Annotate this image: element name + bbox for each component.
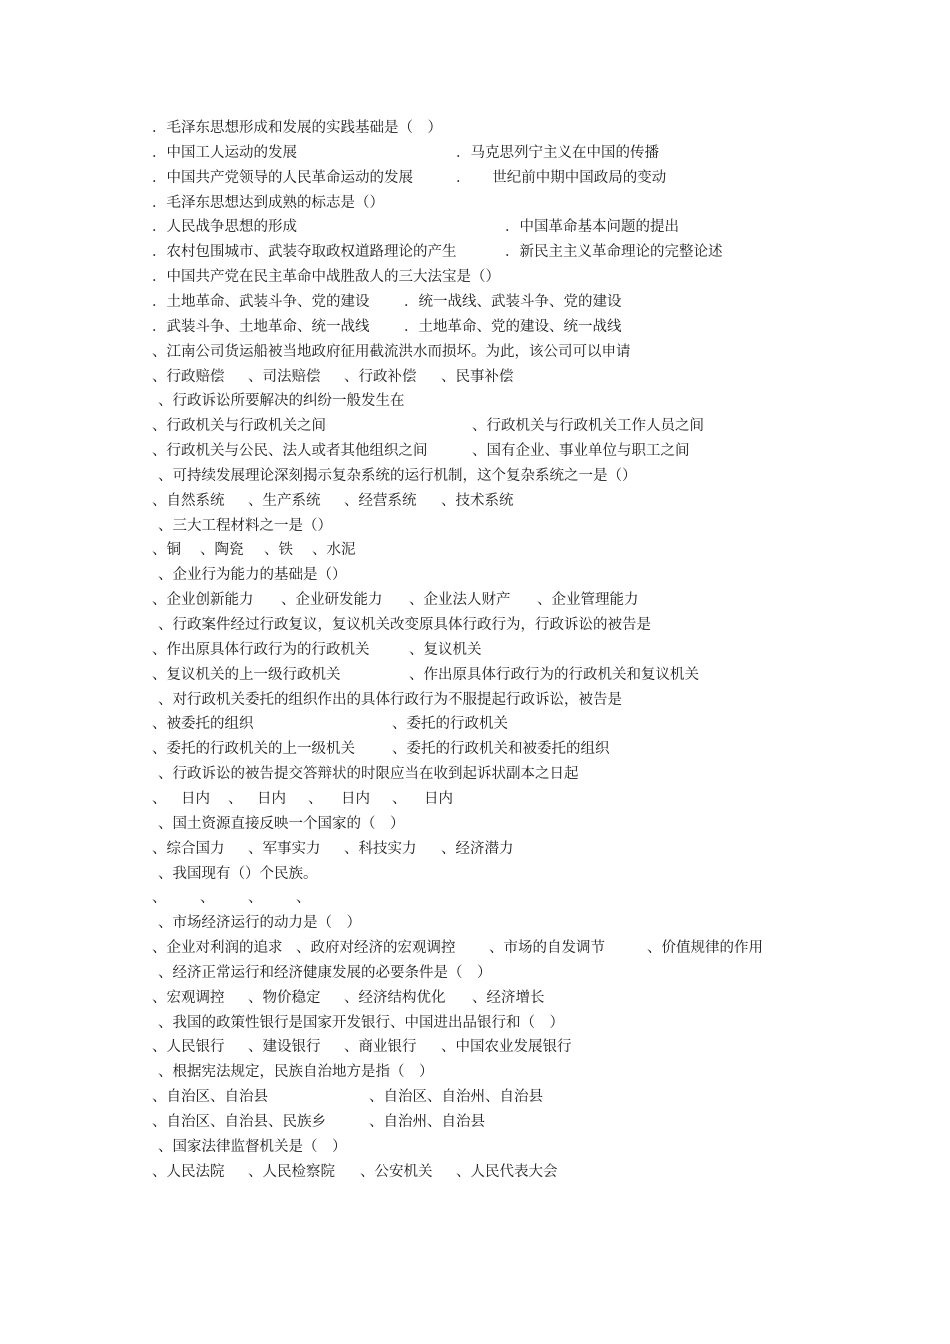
line-text: 、江南公司货运船被当地政府征用截流洪水而损坏。为此，该公司可以申请 bbox=[152, 343, 631, 360]
option-text: 、建设银行 bbox=[248, 1039, 321, 1056]
option-text: 、作出原具体行政行为的行政机关和复议机关 bbox=[409, 666, 699, 683]
line-text: 、作出原具体行政行为的行政机关 bbox=[152, 641, 370, 658]
option-text: 、复议机关 bbox=[409, 641, 482, 658]
line-text: 、我国现有（）个民族。 bbox=[158, 865, 318, 882]
line-text: 、被委托的组织 bbox=[152, 716, 254, 733]
line-text: 、行政机关与公民、法人或者其他组织之间 bbox=[152, 443, 428, 460]
text-line bbox=[0, 563, 950, 588]
line-text: 、自治区、自治县、民族乡 bbox=[152, 1114, 326, 1130]
option-text: ．土地革命、党的建设、统一战线 bbox=[404, 318, 622, 335]
option-text: 、经济结构优化 bbox=[344, 989, 446, 1006]
text-line bbox=[0, 961, 950, 986]
option-text: 、中国农业发展银行 bbox=[441, 1039, 572, 1056]
option-text: 、 bbox=[296, 890, 311, 907]
text-line bbox=[0, 166, 950, 191]
option-text: 、人民代表大会 bbox=[456, 1163, 558, 1180]
line-text: 、国家法律监督机关是（ ） bbox=[158, 1138, 347, 1155]
text-line bbox=[0, 414, 950, 439]
line-text: ．土地革命、武装斗争、党的建设 bbox=[152, 293, 370, 310]
text-line bbox=[0, 613, 950, 638]
line-text: ．中国工人运动的发展 bbox=[152, 144, 297, 161]
text-line bbox=[0, 1011, 950, 1036]
option-text: ．新民主主义革命理论的完整论述 bbox=[505, 244, 723, 261]
text-line bbox=[0, 315, 950, 340]
line-text: 、人民法院 bbox=[152, 1163, 225, 1180]
text-line bbox=[0, 1060, 950, 1085]
line-text: 、委托的行政机关的上一级机关 bbox=[152, 741, 355, 758]
line-text: 、自然系统 bbox=[152, 492, 225, 509]
text-line bbox=[0, 712, 950, 737]
line-text: 、行政诉讼所要解决的纠纷一般发生在 bbox=[158, 393, 405, 410]
option-text: 、 bbox=[308, 790, 323, 807]
option-text: 、行政机关与行政机关工作人员之间 bbox=[472, 418, 704, 435]
line-text: 、宏观调控 bbox=[152, 989, 225, 1006]
option-text: 、自治区、自治州、自治县 bbox=[369, 1089, 543, 1106]
text-line bbox=[0, 141, 950, 166]
option-text: 、 bbox=[392, 790, 407, 807]
line-text: ．农村包围城市、武装夺取政权道路理论的产生 bbox=[152, 244, 457, 261]
option-text: 、物价稳定 bbox=[248, 989, 321, 1006]
text-line bbox=[0, 464, 950, 489]
text-line bbox=[0, 812, 950, 837]
option-text: 、经济潜力 bbox=[441, 840, 514, 857]
line-text: ．毛泽东思想形成和发展的实践基础是（ ） bbox=[152, 120, 442, 136]
option-text: 、公安机关 bbox=[360, 1163, 433, 1180]
option-text: 、 bbox=[248, 890, 263, 907]
line-text: 、企业创新能力 bbox=[152, 592, 254, 609]
text-line bbox=[0, 886, 950, 911]
text-line bbox=[0, 538, 950, 563]
option-text: 、商业银行 bbox=[344, 1039, 417, 1056]
line-text: 、复议机关的上一级行政机关 bbox=[152, 666, 341, 683]
option-text: 、生产系统 bbox=[248, 492, 321, 509]
line-text: 、行政诉讼的被告提交答辩状的时限应当在收到起诉状副本之日起 bbox=[158, 766, 579, 783]
option-text: 、企业法人财产 bbox=[409, 592, 511, 609]
text-line bbox=[0, 365, 950, 390]
text-line bbox=[0, 862, 950, 887]
text-line bbox=[0, 1110, 950, 1135]
option-text: 、军事实力 bbox=[248, 840, 321, 857]
option-text: 、民事补偿 bbox=[441, 368, 514, 385]
text-line bbox=[0, 1085, 950, 1110]
line-text: ．中国共产党在民主革命中战胜敌人的三大法宝是（） bbox=[152, 269, 500, 286]
option-text: 、价值规律的作用 bbox=[647, 940, 763, 957]
text-line bbox=[0, 265, 950, 290]
text-line bbox=[0, 588, 950, 613]
text-line bbox=[0, 116, 950, 141]
line-text: 、人民银行 bbox=[152, 1039, 225, 1056]
option-text: 、市场的自发调节 bbox=[489, 940, 605, 957]
option-text: ．中国革命基本问题的提出 bbox=[505, 219, 679, 236]
option-text: ．马克思列宁主义在中国的传播 bbox=[456, 144, 659, 161]
text-line bbox=[0, 439, 950, 464]
line-text: ．中国共产党领导的人民革命运动的发展 bbox=[152, 169, 413, 186]
option-text: 、企业管理能力 bbox=[537, 592, 639, 609]
option-text: 、经济增长 bbox=[472, 989, 545, 1006]
line-text: 、行政机关与行政机关之间 bbox=[152, 418, 326, 435]
text-line bbox=[0, 240, 950, 265]
text-line bbox=[0, 762, 950, 787]
text-line bbox=[0, 340, 950, 365]
text-line bbox=[0, 638, 950, 663]
line-text: 、市场经济运行的动力是（ ） bbox=[158, 915, 361, 932]
text-line bbox=[0, 514, 950, 539]
text-line bbox=[0, 986, 950, 1011]
option-text: 、 bbox=[228, 790, 243, 807]
option-text: 日内 bbox=[341, 790, 370, 807]
option-text: 、经营系统 bbox=[344, 492, 417, 509]
line-text: ．人民战争思想的形成 bbox=[152, 219, 297, 236]
text-line bbox=[0, 663, 950, 688]
line-text: ．毛泽东思想达到成熟的标志是（） bbox=[152, 194, 384, 211]
text-line bbox=[0, 489, 950, 514]
option-text: 、技术系统 bbox=[441, 492, 514, 509]
line-text: 、 bbox=[152, 790, 167, 807]
line-text: 、三大工程材料之一是（） bbox=[158, 517, 332, 534]
option-text: 、行政补偿 bbox=[344, 368, 417, 385]
text-line bbox=[0, 215, 950, 240]
line-text: 、企业对利润的追求 bbox=[152, 940, 283, 957]
option-text: 、自治州、自治县 bbox=[369, 1114, 485, 1130]
option-text: 、 bbox=[200, 890, 215, 907]
line-text: 、行政案件经过行政复议，复议机关改变原具体行政行为，行政诉讼的被告是 bbox=[158, 617, 651, 633]
option-text: 、铁 bbox=[264, 542, 293, 559]
text-line bbox=[0, 787, 950, 812]
text-line bbox=[0, 290, 950, 315]
text-line bbox=[0, 737, 950, 762]
option-text: 、陶瓷 bbox=[200, 542, 244, 559]
option-text: 日内 bbox=[181, 790, 210, 807]
option-text: 日内 bbox=[257, 790, 286, 807]
line-text: 、根据宪法规定，民族自治地方是指（ ） bbox=[158, 1064, 434, 1081]
line-text: 、国土资源直接反映一个国家的（ ） bbox=[158, 815, 405, 832]
line-text: 、企业行为能力的基础是（） bbox=[158, 567, 347, 584]
line-text: 、我国的政策性银行是国家开发银行、中国进出品银行和（ ） bbox=[158, 1014, 564, 1031]
text-line bbox=[0, 191, 950, 216]
text-line bbox=[0, 1035, 950, 1060]
option-text: 、水泥 bbox=[312, 542, 356, 559]
text-line bbox=[0, 389, 950, 414]
option-text: 、委托的行政机关和被委托的组织 bbox=[392, 741, 610, 758]
option-text: 日内 bbox=[424, 790, 453, 807]
line-text: ．武装斗争、土地革命、统一战线 bbox=[152, 318, 370, 335]
option-text: 、科技实力 bbox=[344, 840, 417, 857]
line-text: 、对行政机关委托的组织作出的具体行政行为不服提起行政诉讼，被告是 bbox=[158, 691, 622, 708]
option-text: ． 世纪前中期中国政局的变动 bbox=[456, 169, 667, 186]
text-line bbox=[0, 936, 950, 961]
option-text: 、企业研发能力 bbox=[281, 592, 383, 609]
text-line bbox=[0, 911, 950, 936]
line-text: 、综合国力 bbox=[152, 840, 225, 857]
option-text: 、司法赔偿 bbox=[248, 368, 321, 385]
option-text: 、人民检察院 bbox=[248, 1163, 335, 1180]
line-text: 、 bbox=[152, 890, 167, 907]
option-text: 、委托的行政机关 bbox=[392, 716, 508, 733]
option-text: 、政府对经济的宏观调控 bbox=[296, 940, 456, 957]
option-text: 、国有企业、事业单位与职工之间 bbox=[472, 443, 690, 460]
line-text: 、可持续发展理论深刻揭示复杂系统的运行机制，这个复杂系统之一是（） bbox=[158, 467, 637, 484]
line-text: 、行政赔偿 bbox=[152, 368, 225, 385]
line-text: 、自治区、自治县 bbox=[152, 1089, 268, 1106]
text-line bbox=[0, 688, 950, 713]
text-line bbox=[0, 1160, 950, 1185]
line-text: 、经济正常运行和经济健康发展的必要条件是（ ） bbox=[158, 964, 492, 981]
text-line bbox=[0, 1135, 950, 1160]
line-text: 、铜 bbox=[152, 542, 181, 559]
option-text: ．统一战线、武装斗争、党的建设 bbox=[404, 293, 622, 310]
text-line bbox=[0, 837, 950, 862]
